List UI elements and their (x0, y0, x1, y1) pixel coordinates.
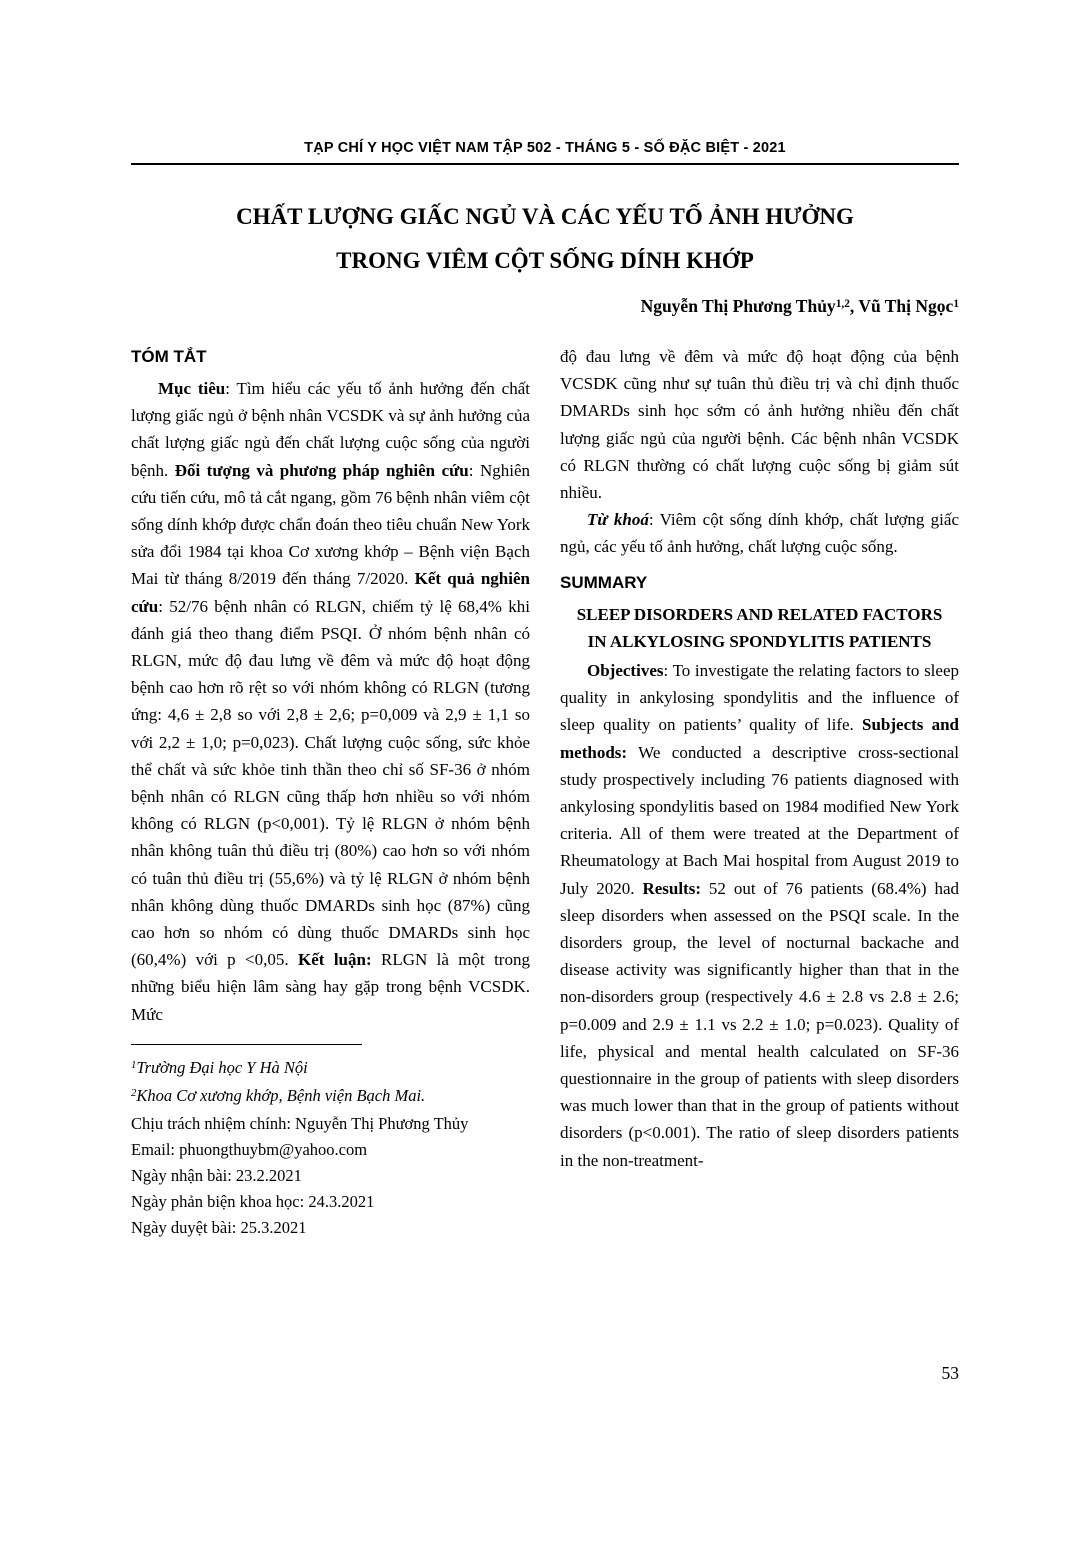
article-title-line2: TRONG VIÊM CỘT SỐNG DÍNH KHỚP (336, 248, 754, 273)
footnote-affiliation-2: $^2$Khoa Cơ xương khớp, Bệnh viện Bạch Mai. (131, 1085, 426, 1105)
footnote-affiliation-1: $^1$Trường Đại học Y Hà Nội (131, 1057, 308, 1077)
abstract-heading: TÓM TẮT (131, 347, 207, 366)
page-number: 53 (941, 1363, 959, 1383)
article-title (131, 195, 959, 283)
summary-heading: SUMMARY (560, 572, 648, 592)
header-divider (131, 163, 959, 165)
continuation-paragraph: độ đau lưng về đêm và mức độ hoạt động của bệnh VCSDK cũng như sự tuân thủ điều trị và chỉ định thuốc DMARDs sinh học sớm có ảnh hưởng nhiều đến chất lượng giấc ngủ của người bệnh. Các bệnh nhân VCSDK có RLGN thường có chất lượng cuộc sống bị giảm sút nhiều. (560, 347, 959, 503)
footnote-corresponding-author: Chịu trách nhiệm chính: Nguyễn Thị Phương Thủy (131, 1113, 469, 1133)
summary-title: SLEEP DISORDERS AND RELATED FACTORS IN ALKYLOSING SPONDYLITIS PATIENTS (576, 604, 943, 651)
article-body (131, 343, 959, 1241)
abstract-paragraph: Mục tiêu: Tìm hiểu các yếu tố ảnh hưởng đến chất lượng giấc ngủ ở bệnh nhân VCSDK và sự ảnh hưởng của chất lượng giấc ngủ đến chất lượng cuộc sống của người bệnh. Đối tượng và phương pháp nghiên cứu: Nghiên cứu tiến cứu, mô tả cắt ngang, gồm 76 bệnh nhân viêm cột sống dính khớp được chẩn đoán theo tiêu chuẩn New York sửa đổi 1984 tại khoa Cơ xương khớp – Bệnh viện Bạch Mai từ tháng 8/2019 đến tháng 7/2020. Kết quả nghiên cứu: 52/76 bệnh nhân có RLGN, chiếm tỷ lệ 68,4% khi đánh giá theo thang điểm PSQI. Ở nhóm bệnh nhân có RLGN, mức độ đau lưng về đêm và mức độ hoạt động bệnh cao hơn rõ rệt so với nhóm không có RLGN (tương ứng: 4,6 ± 2,8 so với 2,8 ± 2,6; p=0,009 và 2,9 ± 1,1 so với 2,2 ± 1,0; p=0,023). Chất lượng cuộc sống, sức khỏe thể chất và sức khỏe tinh thần theo chỉ số SF-36 ở nhóm bệnh nhân có RLGN cũng thấp hơn nhiều so với nhóm không có RLGN (p<0,001). Tỷ lệ RLGN ở nhóm bệnh nhân không tuân thủ điều trị (80%) cao hơn so với nhóm có tuân thủ điều trị (55,6%) và tỷ lệ RLGN ở nhóm bệnh nhân không dùng thuốc DMARDs sinh học (87%) cũng cao hơn so nhóm có dùng thuốc DMARDs sinh học (60,4%) với p <0,05. Kết luận: RLGN là một trong những biểu hiện lâm sàng hay gặp trong bệnh VCSDK. Mức (131, 379, 530, 1024)
summary-paragraph: Objectives: To investigate the relating factors to sleep quality in ankylosing spondylitis and the influence of sleep quality on patients’ quality of life. Subjects and methods: We conducted a descriptive cross-sectional study prospectively including 76 patients diagnosed with ankylosing spondylitis based on 1984 modified New York criteria. All of them were treated at the Department of Rheumatology at Bach Mai hospital from August 2019 to July 2020. Results: 52 out of 76 patients (68.4%) had sleep disorders when assessed on the PSQI scale. In the disorders group, the level of nocturnal backache and disease activity was significantly higher than that in the non-disorders group (respectively 4.6 ± 2.8 vs 2.8 ± 2.6; p=0.009 and 2.9 ± 1.1 vs 2.2 ± 1.0; p=0.023). Quality of life, physical and mental health calculated on SF-36 questionnaire in the group of patients with sleep disorders was much lower than that in the group of patients without disorders (p<0.001). The ratio of sleep disorders patients in the non-treatment- (560, 661, 959, 1170)
right-column (560, 343, 959, 1241)
keywords-paragraph: Từ khoá: Viêm cột sống dính khớp, chất lượng giấc ngủ, các yếu tố ảnh hưởng, chất lượng cuộc sống. (560, 510, 959, 557)
footnote-accepted-date: Ngày duyệt bài: 25.3.2021 (131, 1217, 307, 1237)
footnotes (131, 1044, 530, 1241)
footnote-received-date: Ngày nhận bài: 23.2.2021 (131, 1165, 302, 1185)
footnote-reviewed-date: Ngày phản biện khoa học: 24.3.2021 (131, 1191, 375, 1211)
article-title-line1: CHẤT LƯỢNG GIẤC NGỦ VÀ CÁC YẾU TỐ ẢNH HƯỞNG (236, 204, 854, 229)
footnote-email: Email: phuongthuybm@yahoo.com (131, 1139, 368, 1159)
left-column (131, 343, 530, 1241)
journal-header-text: TẠP CHÍ Y HỌC VIỆT NAM TẬP 502 - THÁNG 5 - SỐ ĐẶC BIỆT - 2021 (304, 140, 786, 156)
authors-line: Nguyễn Thị Phương Thủy$^{1,2}$, Vũ Thị Ngọc$^1$ (640, 296, 959, 316)
journal-header (131, 0, 959, 165)
footnote-divider (131, 1044, 362, 1045)
